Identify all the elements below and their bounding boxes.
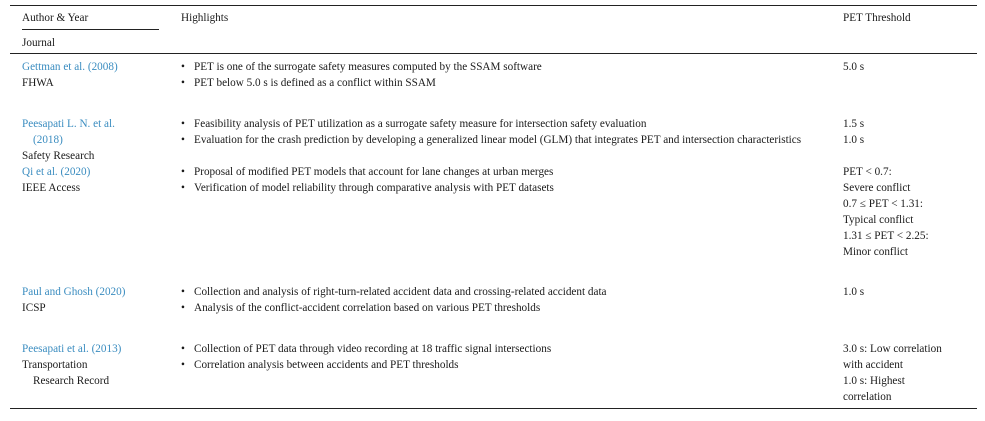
threshold-value: with accident — [843, 359, 903, 371]
threshold-value: Severe conflict — [843, 182, 911, 194]
list-item — [181, 59, 831, 75]
journal-research-record: Research Record — [33, 375, 110, 387]
author-link-peesapati-2018[interactable]: Peesapati L. N. et al. — [22, 118, 115, 130]
threshold-cell — [843, 59, 864, 75]
header-highlights: Highlights — [181, 12, 229, 24]
threshold-cell — [843, 284, 864, 300]
header-author-year: Author & Year — [22, 12, 89, 24]
list-item — [181, 132, 831, 148]
bullet-icon: • — [181, 359, 185, 371]
journal-ieee-access: IEEE Access — [22, 182, 81, 194]
threshold-value: Minor conflict — [843, 246, 908, 258]
highlight-text: Verification of model reliability through comparative analysis with PET datasets — [194, 182, 554, 194]
threshold-cell — [843, 116, 864, 148]
list-item — [181, 116, 831, 132]
list-item — [181, 75, 831, 91]
threshold-value: 1.0 s — [843, 134, 865, 146]
threshold-value: 3.0 s: Low correlation — [843, 343, 942, 355]
list-item — [181, 300, 831, 316]
header-journal: Journal — [22, 37, 55, 49]
list-item — [181, 164, 831, 180]
author-link-peesapati-2018-year[interactable]: (2018) — [33, 134, 63, 146]
bullet-icon: • — [181, 182, 185, 194]
threshold-value: 5.0 s — [843, 61, 865, 73]
table-bottom-rule — [10, 408, 977, 409]
journal-safety-research: Safety Research — [22, 150, 95, 162]
threshold-value: 0.7 ≤ PET < 1.31: — [843, 198, 923, 210]
header-bottom-rule — [10, 53, 977, 54]
highlight-text: Evaluation for the crash prediction by developing a generalized linear model (GLM) that integrates PET and intersection characteristics — [194, 134, 802, 146]
threshold-value: 1.5 s — [843, 118, 865, 130]
author-link-paul-ghosh[interactable]: Paul and Ghosh (2020) — [22, 286, 126, 298]
highlight-text: Feasibility analysis of PET utilization as a surrogate safety measure for intersection safety evaluation — [194, 118, 647, 130]
bullet-icon: • — [181, 166, 185, 178]
bullet-icon: • — [181, 134, 185, 146]
journal-fhwa: FHWA — [22, 77, 54, 89]
highlight-text: Proposal of modified PET models that account for lane changes at urban merges — [194, 166, 554, 178]
threshold-value: 1.31 ≤ PET < 2.25: — [843, 230, 929, 242]
threshold-value: Typical conflict — [843, 214, 914, 226]
list-item — [181, 341, 831, 357]
threshold-cell — [843, 164, 929, 260]
journal-icsp: ICSP — [22, 302, 46, 314]
highlight-text: Collection of PET data through video recording at 18 traffic signal intersections — [194, 343, 552, 355]
bullet-icon: • — [181, 286, 185, 298]
table-top-rule — [10, 5, 977, 6]
header-subrule — [22, 29, 159, 30]
author-link-gettman[interactable]: Gettman et al. (2008) — [22, 61, 118, 73]
list-item — [181, 180, 831, 196]
threshold-value: 1.0 s — [843, 286, 865, 298]
journal-transportation: Transportation — [22, 359, 88, 371]
threshold-cell — [843, 341, 942, 405]
list-item — [181, 357, 831, 373]
bullet-icon: • — [181, 343, 185, 355]
bullet-icon: • — [181, 77, 185, 89]
header-pet-threshold: PET Threshold — [843, 12, 911, 24]
bullet-icon: • — [181, 61, 185, 73]
bullet-icon: • — [181, 302, 185, 314]
threshold-value: PET < 0.7: — [843, 166, 892, 178]
highlight-text: Collection and analysis of right-turn-related accident data and crossing-related accident data — [194, 286, 607, 298]
author-link-qi[interactable]: Qi et al. (2020) — [22, 166, 91, 178]
list-item — [181, 284, 831, 300]
highlight-text: PET below 5.0 s is defined as a conflict within SSAM — [194, 77, 436, 89]
bullet-icon: • — [181, 118, 185, 130]
threshold-value: correlation — [843, 391, 892, 403]
highlight-text: Analysis of the conflict-accident correlation based on various PET thresholds — [194, 302, 541, 314]
highlight-text: Correlation analysis between accidents and PET thresholds — [194, 359, 459, 371]
author-link-peesapati-2013[interactable]: Peesapati et al. (2013) — [22, 343, 122, 355]
threshold-value: 1.0 s: Highest — [843, 375, 905, 387]
highlight-text: PET is one of the surrogate safety measures computed by the SSAM software — [194, 61, 542, 73]
